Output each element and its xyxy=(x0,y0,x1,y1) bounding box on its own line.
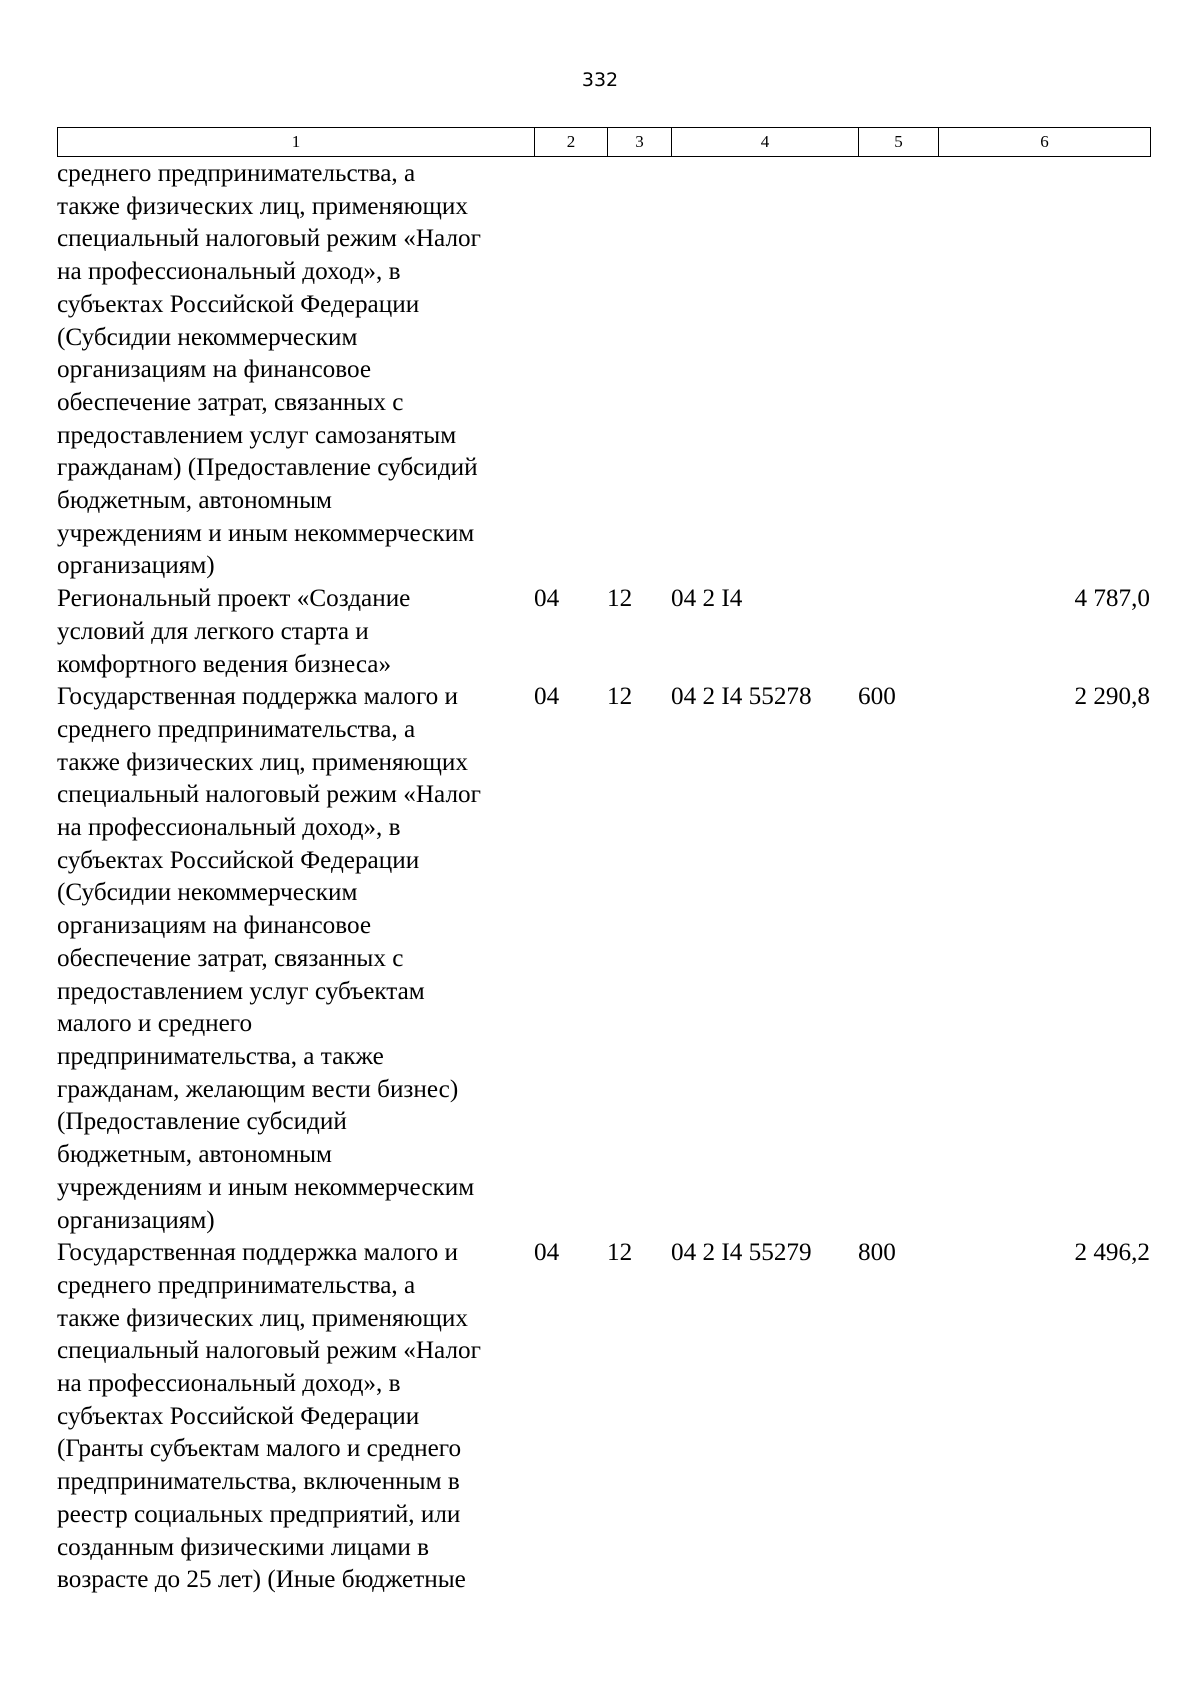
table-row xyxy=(57,1237,1150,1597)
row-section: 04 xyxy=(534,1239,560,1267)
table-row xyxy=(57,158,1150,583)
row-name: Региональный проект «Создание условий для легкого старта и комфортного ведения бизнеса» xyxy=(57,585,411,678)
header-col-5: 5 xyxy=(859,128,939,157)
table-header xyxy=(57,127,1151,157)
row-expense-type: 600 xyxy=(858,683,896,711)
row-name: среднего предпринимательства, а также физических лиц, применяющих специальный налоговый режим «Налог на профессиональный доход», в субъектах Российской Федерации (Субсидии некоммерческим организациям на финансовое обеспечение затрат, связанных с предоставлением услуг самозанятым гражданам) (Предоставление субсидий бюджетным, автономным учреждениям и иным некоммерческим организациям) xyxy=(57,160,481,580)
page-number: 332 xyxy=(581,69,619,91)
row-subsection: 12 xyxy=(607,585,633,613)
header-col-2: 2 xyxy=(535,128,608,157)
header-col-4: 4 xyxy=(672,128,859,157)
row-amount: 2 290,8 xyxy=(1074,683,1150,711)
row-name: Государственная поддержка малого и среднего предпринимательства, а также физических лиц, применяющих специальный налоговый режим «Налог на профессиональный доход», в субъектах Российской Федерации (Субсидии некоммерческим организациям на финансовое обеспечение затрат, связанных с предоставлением услуг субъектам малого и среднего предпринимательства, а также гражданам, желающим вести бизнес) (Предоставление субсидий бюджетным, автономным учреждениям и иным некоммерческим организациям) xyxy=(57,683,481,1234)
header-col-1: 1 xyxy=(58,128,535,157)
row-section: 04 xyxy=(534,585,560,613)
row-target-code: 04 2 I4 55279 xyxy=(671,1239,812,1267)
row-name: Государственная поддержка малого и среднего предпринимательства, а также физических лиц, применяющих специальный налоговый режим «Налог на профессиональный доход», в субъектах Российской Федерации (Гранты субъектам малого и среднего предпринимательства, включенным в реестр социальных предприятий, или созданным физическими лицами в возрасте до 25 лет) (Иные бюджетные xyxy=(57,1239,481,1594)
header-row xyxy=(58,128,1151,157)
table-row xyxy=(57,583,1150,681)
row-subsection: 12 xyxy=(607,1239,633,1267)
row-amount: 2 496,2 xyxy=(1074,1239,1150,1267)
row-section: 04 xyxy=(534,683,560,711)
row-expense-type: 800 xyxy=(858,1239,896,1267)
row-target-code: 04 2 I4 xyxy=(671,585,743,613)
row-target-code: 04 2 I4 55278 xyxy=(671,683,812,711)
header-col-3: 3 xyxy=(608,128,672,157)
table-body xyxy=(57,158,1150,1597)
header-col-6: 6 xyxy=(939,128,1151,157)
row-amount: 4 787,0 xyxy=(1074,585,1150,613)
row-subsection: 12 xyxy=(607,683,633,711)
table-row xyxy=(57,681,1150,1237)
